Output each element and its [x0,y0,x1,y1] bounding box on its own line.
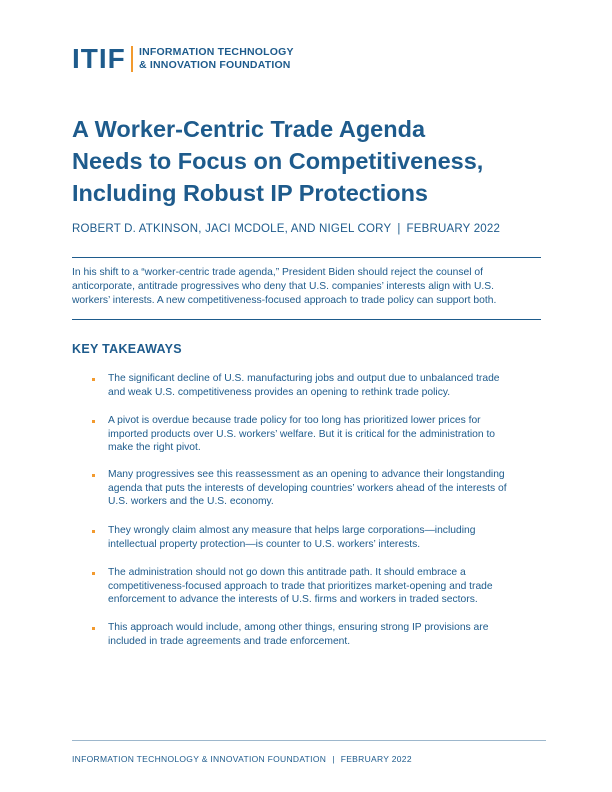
takeaway-line: imported products over U.S. workers’ welfare. But it is critical for the administration to [108,428,496,440]
title-line: Including Robust IP Protections [72,180,428,206]
logo-divider [131,46,133,72]
bullet-icon [92,530,95,533]
takeaway-line: enforcement to advance the interests of U.S. firms and workers in traded sectors. [108,594,478,605]
footer-org: INFORMATION TECHNOLOGY & INNOVATION FOUNDATION [72,754,327,764]
logo-mark: ITIF [72,43,126,74]
takeaway-line: and weak U.S. competitiveness provides an opening to rethink trade policy. [108,386,451,398]
takeaway-line: This approach would include, among other things, ensuring strong IP provisions are [108,622,489,633]
takeaway-line: Many progressives see this reassessment as an opening to advance their longstanding [108,469,505,480]
takeaway-item [108,566,538,607]
logo-wordmark [139,46,294,72]
summary-line: In his shift to a “worker-centric trade agenda,” President Biden should reject the counsel of [72,267,483,278]
takeaway-item [108,468,538,509]
summary-line: anticorporate, antitrade progressives who deny that U.S. companies’ interests align with U.S. [72,281,495,292]
summary-top-rule [72,257,541,258]
takeaway-line: intellectual property protection—is counter to U.S. workers’ interests. [108,538,421,550]
summary [72,266,542,308]
title-line: A Worker-Centric Trade Agenda [72,116,426,142]
takeaway-line: competitiveness-focused approach to trade that prioritizes market-opening and trade [108,580,493,592]
key-takeaways-heading: KEY TAKEAWAYS [72,342,182,356]
title-line: Needs to Focus on Competitiveness, [72,148,484,174]
takeaway-line: make the right pivot. [108,442,201,453]
bullet-icon [92,378,95,381]
footer [72,754,412,764]
takeaway-item [108,621,538,648]
bullet-icon [92,474,95,477]
takeaway-line: They wrongly claim almost any measure that helps large corporations—including [108,525,476,536]
byline-separator: | [397,223,401,235]
page-title [72,113,552,209]
authors: ROBERT D. ATKINSON, JACI MCDOLE, AND NIGEL CORY [72,223,392,235]
takeaway-line: The significant decline of U.S. manufacturing jobs and output due to unbalanced trade [108,373,500,384]
bullet-icon [92,572,95,575]
takeaway-line: A pivot is overdue because trade policy for too long has prioritized lower prices for [108,415,481,426]
logo-line-1: INFORMATION TECHNOLOGY [139,46,294,58]
takeaway-line: included in trade agreements and trade enforcement. [108,635,351,647]
takeaway-line: U.S. workers and the U.S. economy. [108,496,274,507]
byline [72,222,500,236]
footer-separator: | [332,754,335,764]
takeaway-item [108,524,538,551]
bullet-icon [92,420,95,423]
summary-line: workers’ interests. A new competitiveness-focused approach to trade policy can support both. [72,295,497,306]
summary-bottom-rule [72,319,541,320]
takeaway-line: agenda that puts the interests of developing countries’ workers ahead of the interests of [108,482,507,494]
footer-date: FEBRUARY 2022 [340,754,412,764]
logo-line-2: & INNOVATION FOUNDATION [139,59,291,71]
takeaway-item [108,372,538,399]
takeaway-line: The administration should not go down this antitrade path. It should embrace a [108,567,466,578]
bullet-icon [92,627,95,630]
takeaway-item [108,414,538,455]
publication-date: FEBRUARY 2022 [406,223,501,235]
footer-rule [72,740,546,741]
